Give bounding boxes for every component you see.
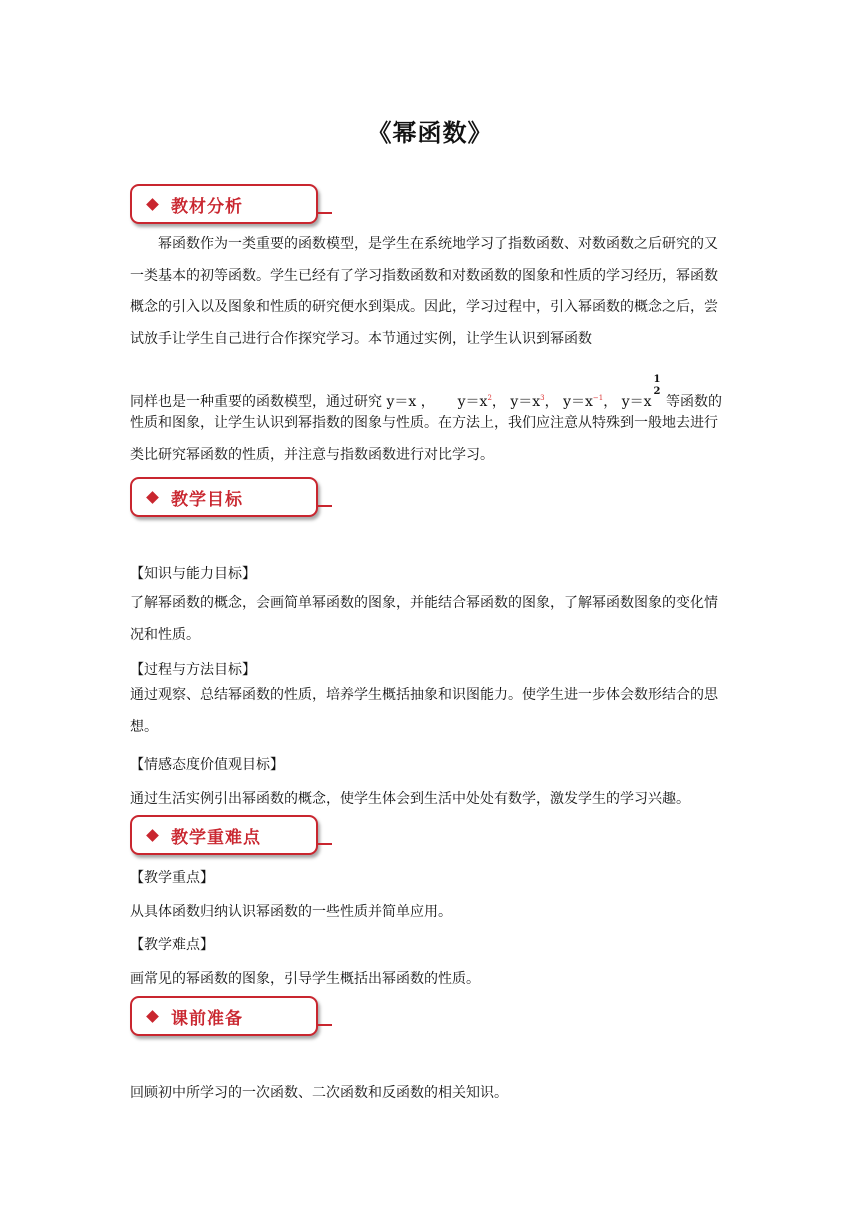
page-title: 《幂函数》	[367, 119, 493, 147]
keypoint-text-focus: 从具体函数归纳认识幂函数的一些性质并简单应用。	[130, 904, 452, 920]
diamond-icon	[146, 491, 159, 504]
keypoint-heading-focus: 【教学重点】	[130, 870, 214, 886]
section-header-keypoints	[130, 815, 318, 855]
section-header-analysis	[130, 184, 318, 224]
goal-heading-process: 【过程与方法目标】	[130, 662, 256, 678]
formula-y-x2: $y=x^2$	[457, 394, 492, 410]
section-header-goals	[130, 477, 318, 517]
prep-text: 回顾初中所学习的一次函数、二次函数和反函数的相关知识。	[130, 1085, 508, 1101]
diamond-icon	[146, 1010, 159, 1023]
section-label: 教学目标	[171, 489, 243, 510]
keypoint-text-difficulty: 画常见的幂函数的图象，引导学生概括出幂函数的性质。	[130, 971, 480, 987]
diamond-icon	[146, 198, 159, 211]
section-header-prep	[130, 996, 318, 1036]
formula-y-x3: $y=x^3$	[510, 394, 545, 410]
goal-text-knowledge: 了解幂函数的概念，会画简单幂函数的图象，并能结合幂函数的图象，了解幂函数图象的变化情况和性质。	[130, 595, 718, 643]
analysis-paragraph-2: 性质和图象，让学生认识到幂指数的图象与性质。在方法上，我们应注意从特殊到一般地去进行类比研究幂函数的性质，并注意与指数函数进行对比学习。	[130, 415, 718, 463]
formula-y-x-half: y＝x 1 2	[621, 374, 661, 410]
analysis-paragraph-1: 幂函数作为一类重要的函数模型，是学生在系统地学习了指数函数、对数函数之后研究的又一类基本的初等函数。学生已经有了学习指数函数和对数函数的图象和性质的学习经历，幂函数概念的引入以及图象和性质的研究便水到渠成。因此，学习过程中，引入幂函数的概念之后，尝试放手让学生自己进行合作探究学习。本节通过实例，让学生认识到幂函数	[130, 236, 718, 347]
section-label: 教学重难点	[171, 827, 261, 848]
keypoint-heading-difficulty: 【教学难点】	[130, 937, 214, 953]
analysis-formula-line: 同样也是一种重要的函数模型，通过研究 y＝x ， $y=x^2$， $y=x^3$， $y=x^{-1}$， y＝x 1 2 等函数的	[130, 374, 722, 410]
formula-line-suffix: 等函数的	[665, 394, 722, 410]
goal-text-emotion: 通过生活实例引出幂函数的概念，使学生体会到生活中处处有数学，激发学生的学习兴趣。	[130, 791, 690, 807]
formula-line-prefix: 同样也是一种重要的函数模型，通过研究 y＝x ，	[130, 394, 435, 410]
section-label: 教材分析	[171, 196, 243, 217]
goal-heading-knowledge: 【知识与能力目标】	[130, 566, 256, 582]
formula-y-x-inverse: $y=x^{-1}$	[563, 394, 604, 410]
goal-text-process: 通过观察、总结幂函数的性质，培养学生概括抽象和识图能力。使学生进一步体会数形结合的思想。	[130, 687, 718, 735]
section-label: 课前准备	[171, 1008, 243, 1029]
goal-heading-emotion: 【情感态度价值观目标】	[130, 757, 284, 773]
diamond-icon	[146, 829, 159, 842]
